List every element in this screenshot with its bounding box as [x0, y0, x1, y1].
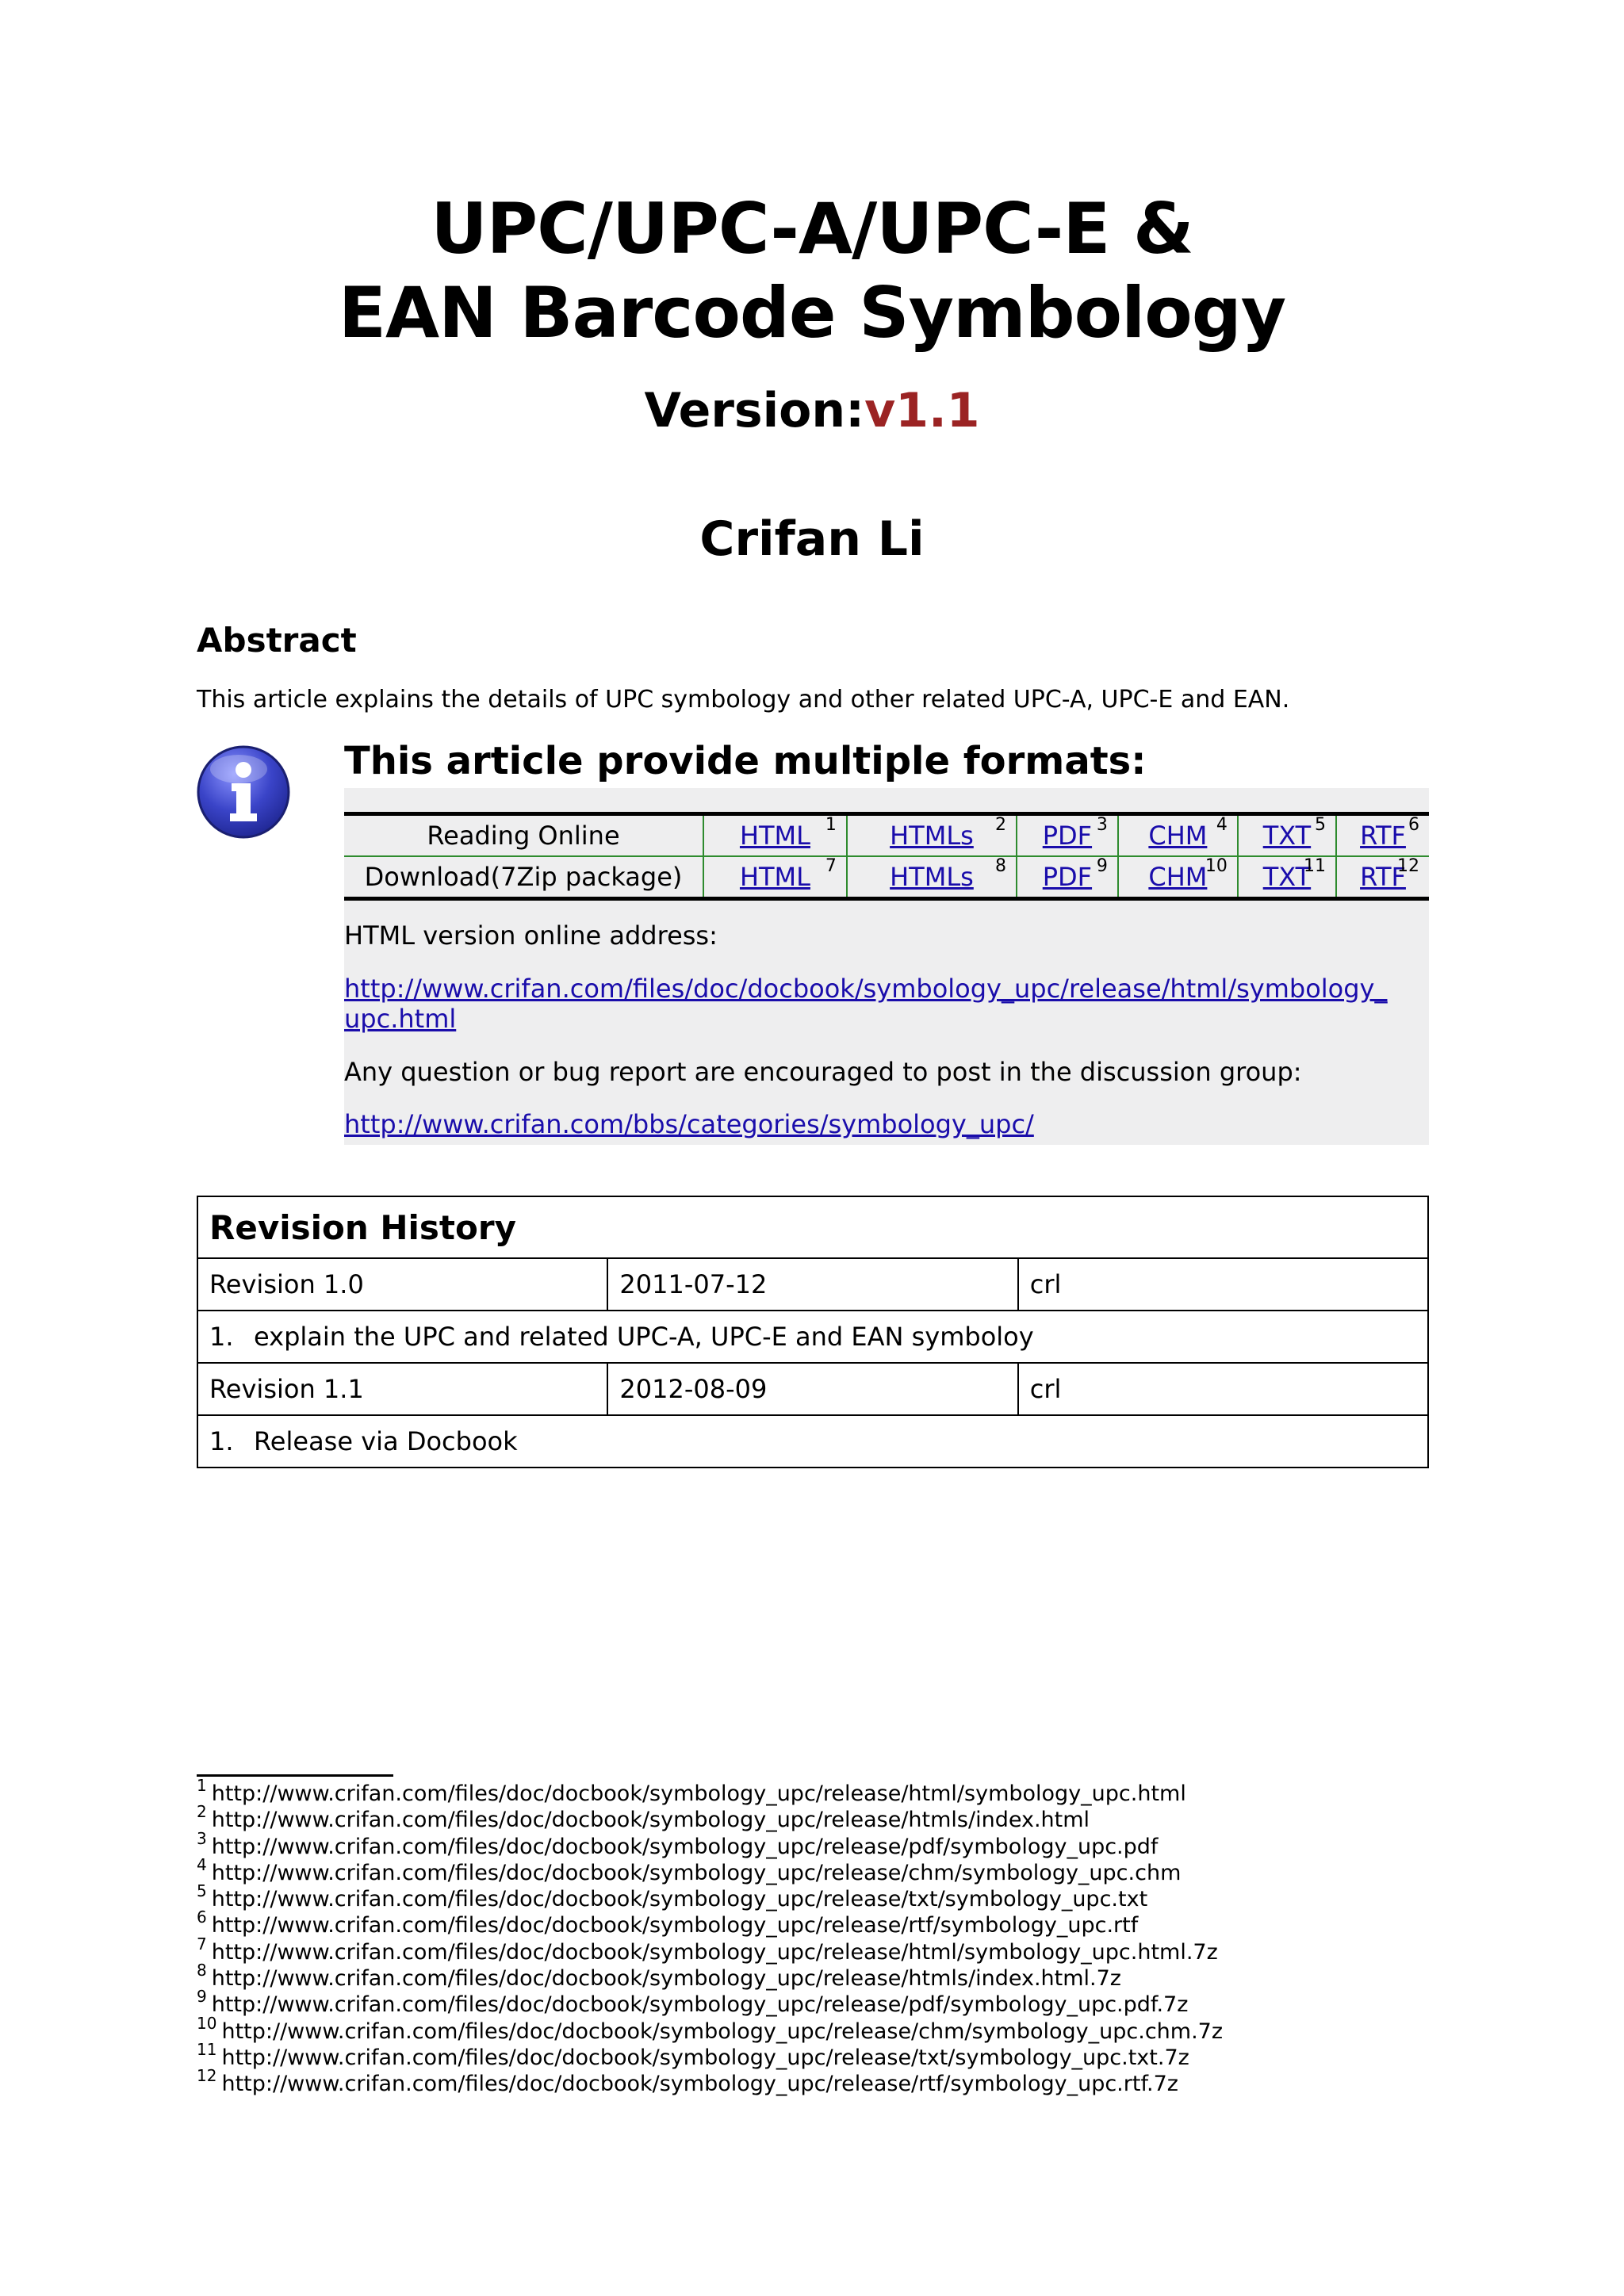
- footnote: [197, 1828, 1223, 1860]
- revision-item-text: Release via Docbook: [254, 1426, 518, 1456]
- revision-item-number: 1.: [209, 1322, 234, 1352]
- download-txt-link[interactable]: TXT: [1262, 862, 1312, 892]
- footnote-url[interactable]: http://www.crifan.com/files/doc/docbook/symbology_upc/release/pdf/symbology_upc.pdf.7z: [211, 1992, 1189, 2018]
- footnote-url[interactable]: http://www.crifan.com/files/doc/docbook/symbology_upc/release/html/symbology_upc.html.7z: [211, 1939, 1218, 1965]
- footnote-ref[interactable]: 9: [1096, 856, 1108, 876]
- footnote-ref[interactable]: 3: [1096, 815, 1108, 835]
- version-number: v1.1: [864, 383, 980, 438]
- info-icon: [195, 744, 292, 840]
- html-address-label: HTML version online address:: [344, 920, 718, 951]
- footnote-divider: [197, 1774, 393, 1777]
- table-row: [344, 856, 1429, 899]
- footnote: [197, 2013, 1224, 2045]
- footnote-number: 10: [197, 2013, 217, 2033]
- footnote-url[interactable]: http://www.crifan.com/files/doc/docbook/symbology_upc/release/txt/symbology_upc.txt.7z: [221, 2045, 1189, 2070]
- reading-txt-link[interactable]: TXT: [1262, 821, 1312, 851]
- footnote: [197, 1908, 1223, 1938]
- discussion-link[interactable]: http://www.crifan.com/bbs/categories/symbology_upc/: [344, 1109, 1034, 1139]
- download-chm-link[interactable]: CHM: [1148, 862, 1208, 892]
- table-row: [197, 1196, 1428, 1258]
- title-line-1: UPC/UPC-A/UPC-E &: [431, 188, 1193, 270]
- footnote-number: 7: [197, 1934, 207, 1954]
- table-row: [197, 1258, 1428, 1311]
- revision-item-text: explain the UPC and related UPC-A, UPC-E and EAN symboloy: [254, 1322, 1034, 1352]
- footnote: [197, 1881, 1223, 1912]
- footnote-number: 5: [197, 1881, 207, 1901]
- footnote-number: 12: [197, 2066, 217, 2086]
- footnote-number: 2: [197, 1802, 207, 1822]
- footnote-number: 3: [197, 1828, 207, 1848]
- revision-number: Revision 1.0: [197, 1258, 607, 1311]
- footnote-url[interactable]: http://www.crifan.com/files/doc/docbook/symbology_upc/release/htmls/index.html.7z: [211, 1966, 1121, 1992]
- footnote-url[interactable]: http://www.crifan.com/files/doc/docbook/symbology_upc/release/pdf/symbology_upc.pdf: [211, 1834, 1159, 1859]
- version-line: [0, 379, 1624, 442]
- footnote-number: 9: [197, 1987, 207, 2007]
- html-address-line-2[interactable]: upc.html: [344, 1004, 457, 1034]
- footnote-url[interactable]: http://www.crifan.com/files/doc/docbook/symbology_upc/release/txt/symbology_upc.txt: [211, 1887, 1148, 1912]
- download-html-link[interactable]: HTML: [739, 862, 810, 892]
- revision-author: crl: [1018, 1363, 1428, 1415]
- abstract-heading: Abstract: [197, 621, 357, 660]
- footnote: [197, 1776, 1223, 1807]
- revision-date: 2011-07-12: [607, 1258, 1017, 1311]
- download-pdf-link[interactable]: PDF: [1042, 862, 1093, 892]
- revision-number: Revision 1.1: [197, 1363, 607, 1415]
- formats-note-box: [344, 788, 1429, 1145]
- reading-rtf-link[interactable]: RTF: [1360, 821, 1406, 851]
- reading-chm-link[interactable]: CHM: [1148, 821, 1208, 851]
- footnote-ref[interactable]: 6: [1408, 815, 1419, 835]
- footnote: [197, 2066, 1223, 2097]
- footnote-ref[interactable]: 2: [994, 815, 1006, 835]
- footnote-ref[interactable]: 1: [825, 815, 837, 835]
- footnote: [197, 1802, 1223, 1833]
- footnote-url[interactable]: http://www.crifan.com/files/doc/docbook/symbology_upc/release/chm/symbology_upc.chm: [211, 1860, 1182, 1885]
- footnote-url[interactable]: http://www.crifan.com/files/doc/docbook/symbology_upc/release/rtf/symbology_upc.rtf.7z: [221, 2072, 1178, 2097]
- footnote: [197, 1987, 1223, 2018]
- footnote-number: 4: [197, 1854, 207, 1874]
- revision-item: [197, 1311, 1428, 1363]
- abstract-text: This article explains the details of UPC symbology and other related UPC-A, UPC-E and EAN.: [197, 686, 1290, 714]
- footnote-ref[interactable]: 4: [1216, 815, 1228, 835]
- row-label-reading-online: Reading Online: [427, 821, 620, 851]
- footnote-ref[interactable]: 11: [1303, 856, 1326, 876]
- footnote-ref[interactable]: 8: [994, 856, 1006, 876]
- revision-history-table: [197, 1196, 1429, 1468]
- footnote-number: 8: [197, 1961, 207, 1980]
- footnote-ref[interactable]: 12: [1397, 856, 1419, 876]
- footnote: [197, 1961, 1223, 1992]
- footnote-number: 6: [197, 1908, 207, 1927]
- discussion-label: Any question or bug report are encouraged to post in the discussion group:: [344, 1057, 1302, 1087]
- reading-html-link[interactable]: HTML: [739, 821, 810, 851]
- reading-htmls-link[interactable]: HTMLs: [890, 821, 974, 851]
- footnote-url[interactable]: http://www.crifan.com/files/doc/docbook/symbology_upc/release/html/symbology_upc.html: [211, 1781, 1186, 1806]
- footnote: [197, 1854, 1223, 1886]
- revision-item-number: 1.: [209, 1426, 234, 1456]
- html-address-line-1[interactable]: http://www.crifan.com/files/doc/docbook/symbology_upc/release/html/symbology_: [344, 974, 1388, 1004]
- footnote-ref[interactable]: 7: [825, 856, 837, 876]
- table-row: [197, 1415, 1428, 1468]
- formats-heading: This article provide multiple formats:: [344, 739, 1147, 783]
- table-row: [197, 1311, 1428, 1363]
- download-htmls-link[interactable]: HTMLs: [890, 862, 974, 892]
- footnote-url[interactable]: http://www.crifan.com/files/doc/docbook/symbology_upc/release/htmls/index.html: [211, 1808, 1090, 1833]
- html-address-link[interactable]: [344, 974, 1387, 1034]
- footnote-ref[interactable]: 5: [1314, 815, 1326, 835]
- footnote: [197, 2039, 1223, 2071]
- author-name: Crifan Li: [699, 511, 925, 567]
- table-row: [344, 814, 1429, 857]
- reading-pdf-link[interactable]: PDF: [1042, 821, 1093, 851]
- revision-author: crl: [1018, 1258, 1428, 1311]
- table-row: [197, 1363, 1428, 1415]
- document-title: [0, 187, 1624, 355]
- revision-history-heading: Revision History: [197, 1196, 1428, 1258]
- footnotes: [197, 1776, 1224, 2098]
- footnote-number: 1: [197, 1776, 207, 1795]
- title-line-2: EAN Barcode Symbology: [338, 272, 1286, 354]
- download-rtf-link[interactable]: RTF: [1360, 862, 1406, 892]
- footnote-ref[interactable]: 10: [1205, 856, 1228, 876]
- version-label: Version:: [644, 383, 865, 438]
- row-label-download: Download(7Zip package): [344, 856, 703, 899]
- footnote-url[interactable]: http://www.crifan.com/files/doc/docbook/symbology_upc/release/rtf/symbology_upc.rtf: [211, 1913, 1139, 1938]
- footnote-url[interactable]: http://www.crifan.com/files/doc/docbook/symbology_upc/release/chm/symbology_upc.chm.7z: [221, 2019, 1224, 2044]
- revision-date: 2012-08-09: [607, 1363, 1017, 1415]
- footnote-number: 11: [197, 2039, 217, 2059]
- revision-item: [197, 1415, 1428, 1468]
- formats-table: [344, 812, 1429, 901]
- footnote: [197, 1934, 1223, 1965]
